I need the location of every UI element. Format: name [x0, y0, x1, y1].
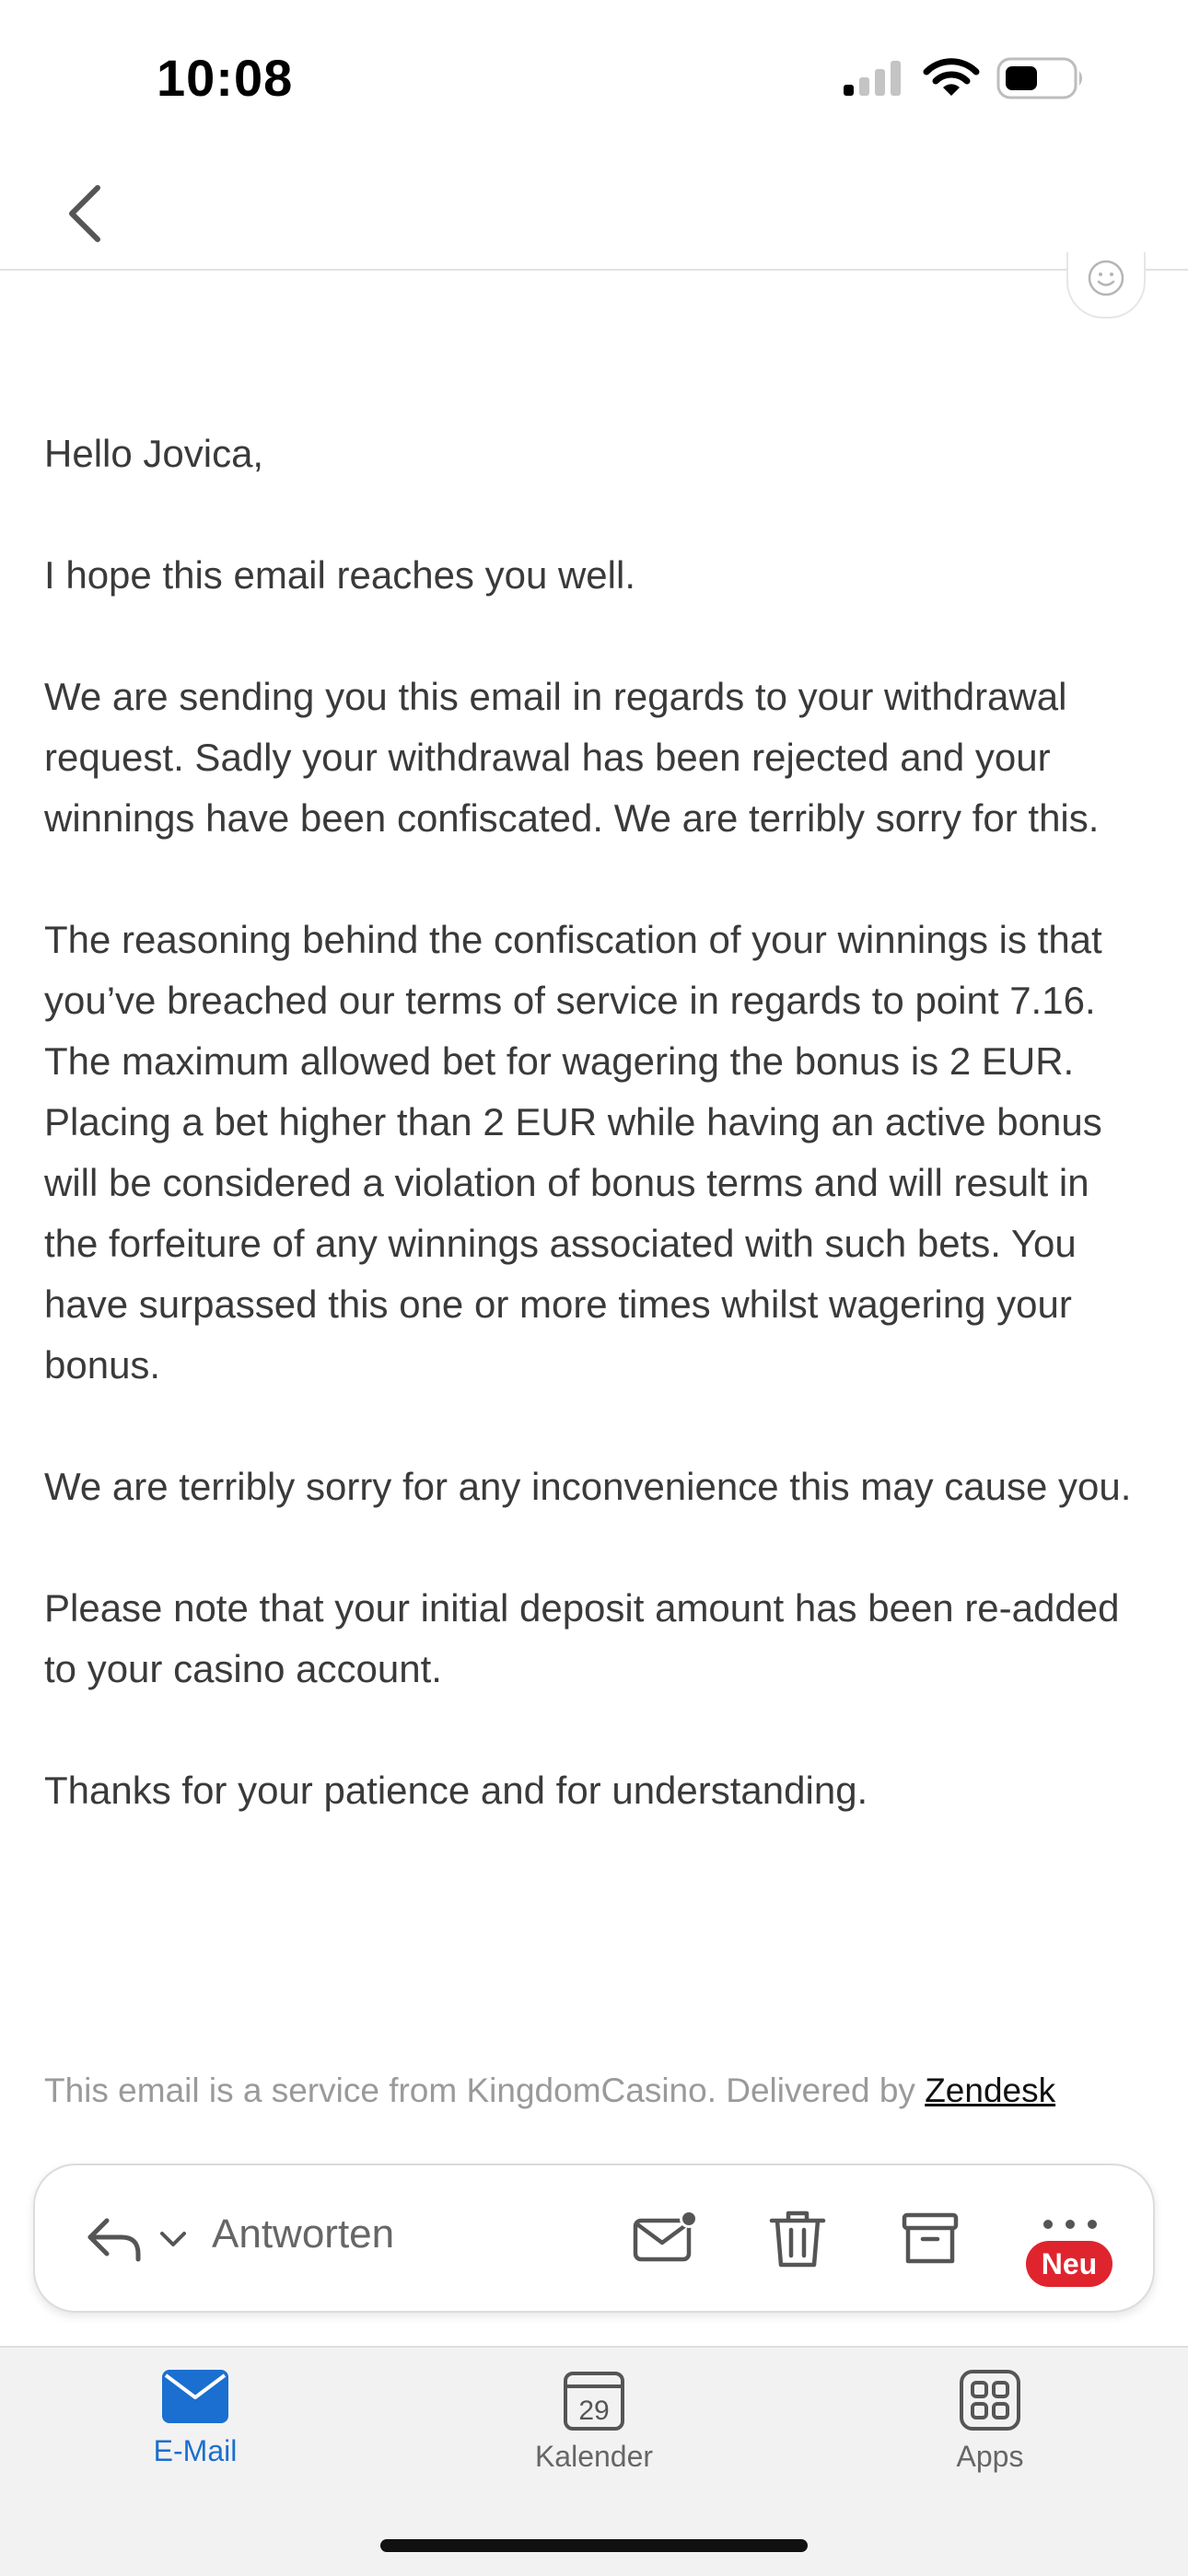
email-paragraph: Thanks for your patience and for understanding.: [44, 1769, 868, 1812]
home-indicator[interactable]: [380, 2539, 808, 2552]
chevron-down-icon[interactable]: [157, 2224, 190, 2254]
reply-icon[interactable]: [85, 2213, 144, 2265]
email-body: [44, 424, 1149, 1882]
tab-label: E-Mail: [153, 2434, 238, 2467]
archive-icon[interactable]: [893, 2202, 967, 2276]
email-paragraph: I hope this email reaches you well.: [44, 553, 635, 597]
email-footer: [44, 2071, 1159, 2110]
status-bar: [0, 0, 1188, 157]
mark-unread-icon[interactable]: [628, 2202, 702, 2276]
battery-icon: [996, 57, 1087, 99]
email-paragraph: The reasoning behind the confiscation of your winnings is that you’ve breached our terms of service in regards to point 7.16. The maximum allowed bet for wagering the bonus is 2 EUR. Placing a bet higher than 2 EUR while having an active bonus will be considered a violation of bonus terms and will result in the forfeiture of any winnings associated with such bets. You have surpassed this one or more times whilst wagering your bonus.: [44, 918, 1102, 1387]
tab-email[interactable]: [76, 2368, 315, 2506]
trash-icon[interactable]: [761, 2202, 834, 2276]
chevron-left-icon: [53, 177, 127, 250]
apps-icon: [958, 2368, 1022, 2432]
email-greeting: Hello Jovica,: [44, 432, 264, 475]
signal-icon: [842, 59, 906, 98]
wifi-icon: [923, 57, 980, 98]
email-paragraph: We are sending you this email in regards to your withdrawal request. Sadly your withdrawal has been rejected and your winnings have been confiscated. We are terribly sorry for this.: [44, 675, 1100, 840]
reaction-button[interactable]: [1066, 252, 1146, 319]
smiley-icon: [1086, 258, 1126, 298]
zendesk-link[interactable]: Zendesk: [925, 2071, 1056, 2109]
mail-icon: [160, 2368, 230, 2427]
email-paragraph: We are terribly sorry for any inconvenience this may cause you.: [44, 1465, 1132, 1508]
status-time: 10:08: [157, 49, 294, 107]
calendar-day: 29: [578, 2396, 610, 2426]
back-button[interactable]: [53, 177, 127, 250]
action-toolbar: [33, 2164, 1155, 2313]
calendar-icon: [562, 2368, 626, 2432]
tab-label: Apps: [956, 2440, 1024, 2473]
tab-calendar[interactable]: [474, 2368, 714, 2506]
tab-apps[interactable]: [870, 2368, 1110, 2506]
new-badge: Neu: [1026, 2241, 1112, 2287]
nav-bar: [0, 157, 1188, 271]
footer-text: This email is a service from KingdomCasino. Delivered by: [44, 2071, 926, 2109]
email-paragraph: Please note that your initial deposit amount has been re-added to your casino account.: [44, 1586, 1120, 1690]
tab-label: Kalender: [534, 2440, 654, 2473]
reply-button[interactable]: Antworten: [212, 2211, 395, 2257]
